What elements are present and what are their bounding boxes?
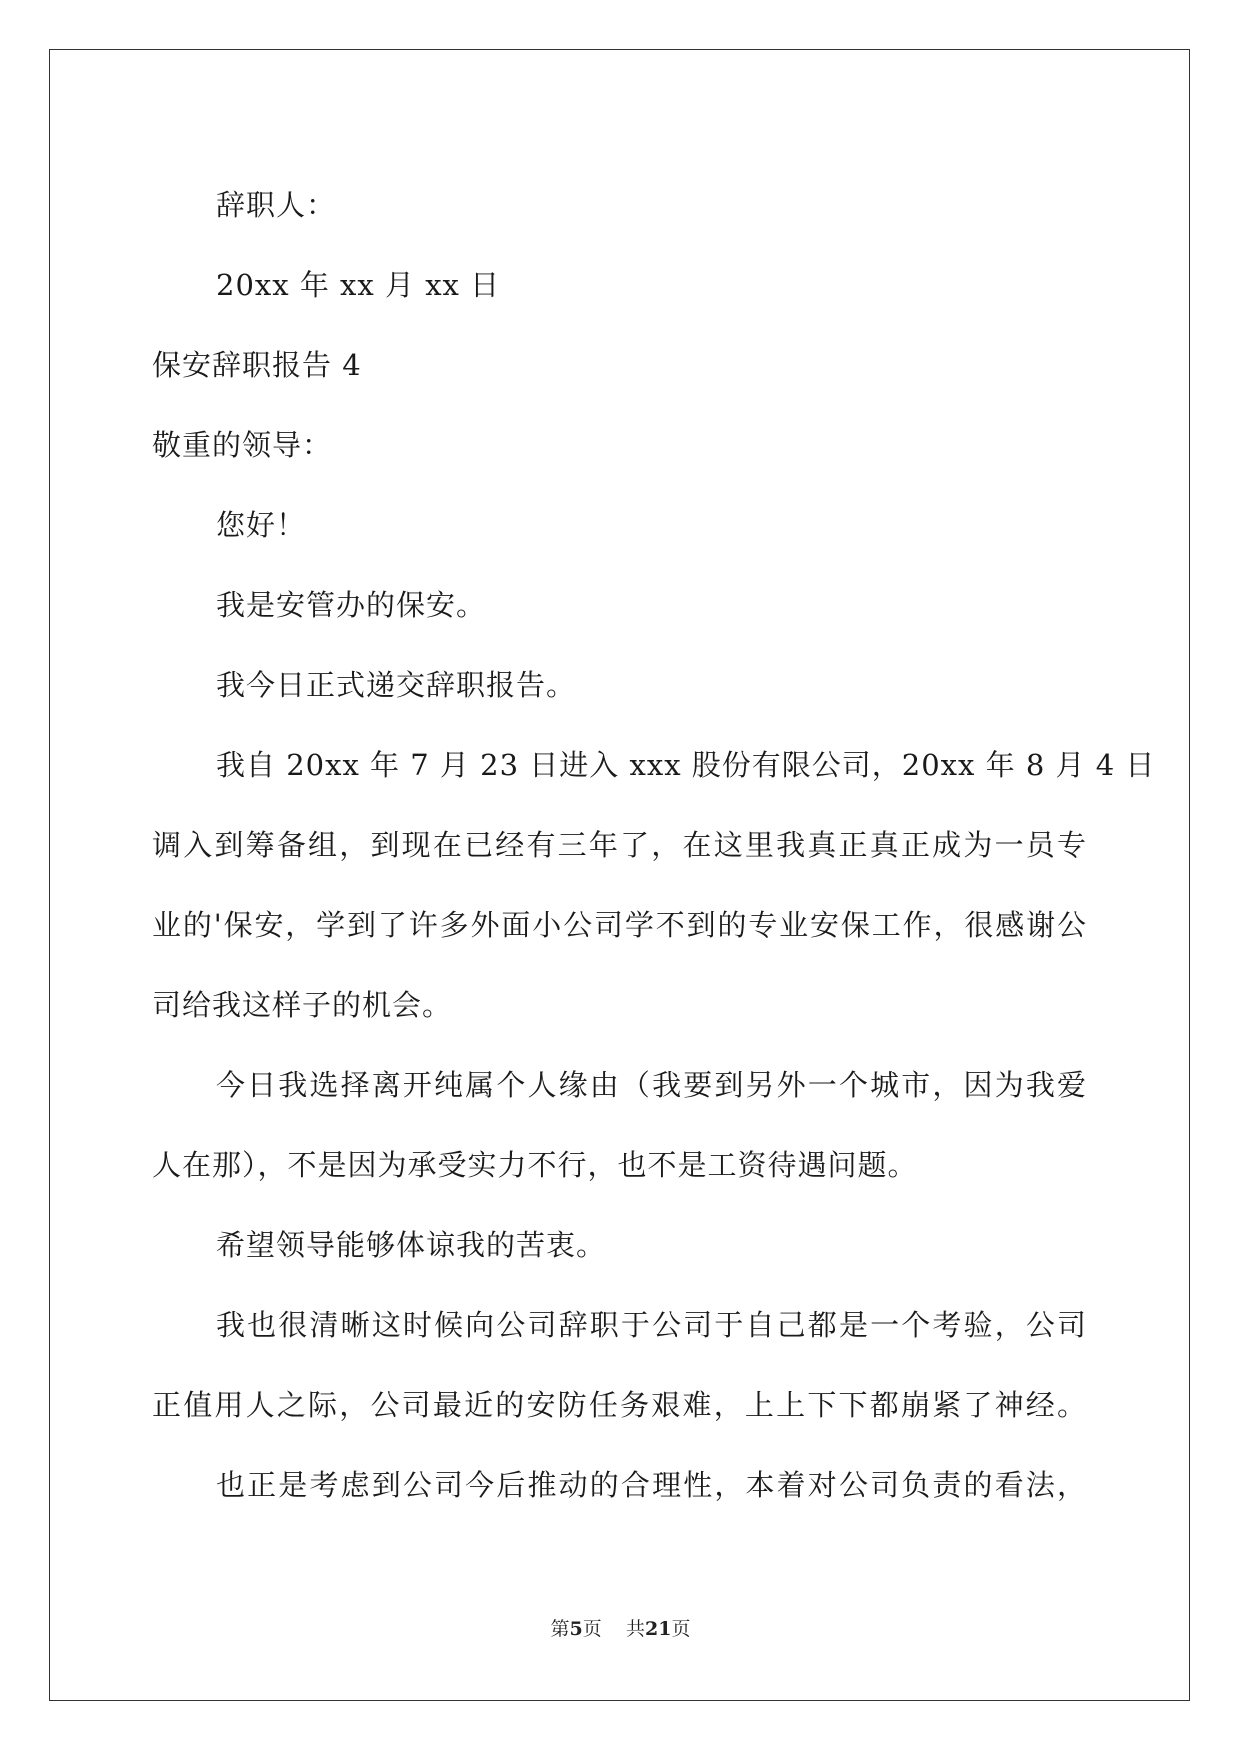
text-line: 辞职人： [216, 188, 337, 222]
text-line: 我是安管办的保安。 [216, 588, 487, 622]
page-footer [0, 1614, 1241, 1641]
text-line: 业的'保安，学到了许多外面小公司学不到的专业安保工作，很感谢公 [152, 908, 1087, 942]
text-line: 调入到筹备组，到现在已经有三年了，在这里我真正真正成为一员专 [152, 828, 1087, 862]
text-line: 20xx 年 xx 月 xx 日 [216, 268, 501, 302]
text-line: 我也很清晰这时候向公司辞职于公司于自己都是一个考验，公司 [216, 1308, 1087, 1342]
document-body [152, 165, 1156, 1525]
salutation: 敬重的领导： [152, 428, 333, 462]
text-line: 我自 20xx 年 7 月 23 日进入 xxx 股份有限公司，20xx 年 8 月 4 日 [216, 748, 1156, 782]
text-line: 也正是考虑到公司今后推动的合理性，本着对公司负责的看法， [216, 1468, 1087, 1502]
text-line: 希望领导能够体谅我的苦衷。 [216, 1228, 607, 1262]
text-line: 正值用人之际，公司最近的安防任务艰难，上上下下都崩紧了神经。 [152, 1388, 1087, 1422]
text-line: 我今日正式递交辞职报告。 [216, 668, 577, 702]
footer-total-prefix: 共 [625, 1618, 645, 1640]
text-line: 人在那），不是因为承受实力不行，也不是工资待遇问题。 [152, 1148, 918, 1182]
section-title: 保安辞职报告 4 [152, 348, 362, 382]
text-line: 您好！ [216, 508, 307, 542]
footer-page-suffix: 页 [582, 1618, 602, 1640]
page-number: 5 [569, 1618, 583, 1640]
text-line: 司给我这样子的机会。 [152, 988, 453, 1022]
text-line: 今日我选择离开纯属个人缘由（我要到另外一个城市，因为我爱 [216, 1068, 1087, 1102]
footer-total-suffix: 页 [671, 1618, 691, 1640]
total-pages: 21 [644, 1618, 672, 1640]
footer-prefix: 第 [550, 1618, 570, 1640]
